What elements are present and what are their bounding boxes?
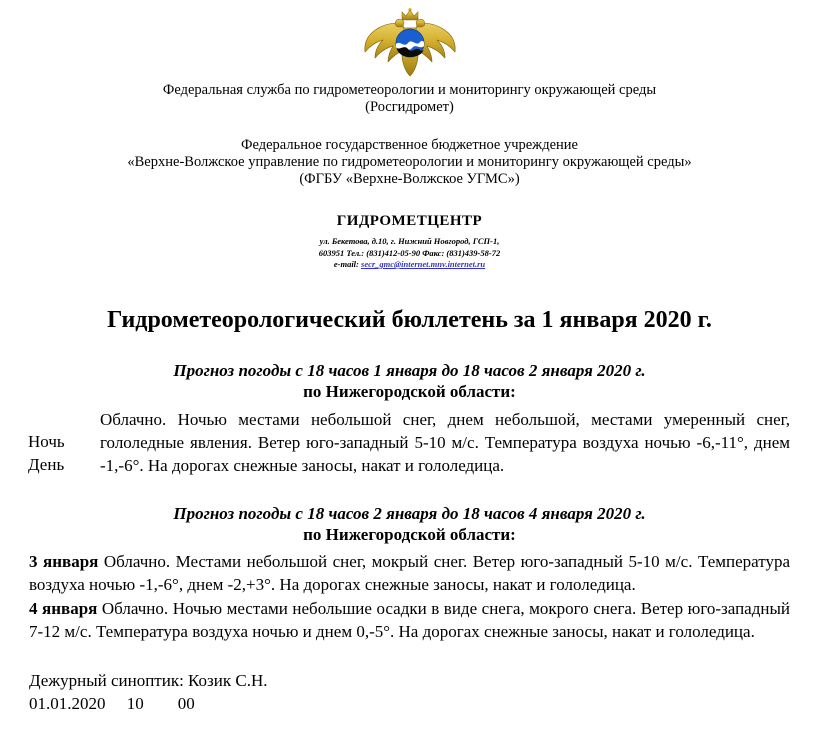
- forecast-day4-paragraph: [29, 597, 790, 643]
- organisation-line2: «Верхне-Волжское управление по гидрометеорологии и мониторингу окружающей среды»: [127, 154, 692, 170]
- day3-label: 3 января: [29, 551, 99, 571]
- forecast-1-heading-line2: по Нижегородской области:: [303, 381, 516, 401]
- forecast-1-heading-line1: Прогноз погоды с 18 часов 1 января до 18 часов 2 января 2020 г.: [173, 360, 646, 380]
- forecast-1-body: [0, 408, 819, 477]
- phone-fax-line: 603951 Тел.: (831)412-05-90 Факс: (831)439-58-72: [318, 247, 501, 258]
- address-line: ул. Бекетова, д.10, г. Нижний Новгород, ГСП-1,: [319, 236, 500, 246]
- organisation-name-block: [0, 137, 819, 188]
- organisation-line1: Федеральное государственное бюджетное учреждение: [241, 137, 578, 153]
- day4-label: 4 января: [29, 598, 98, 618]
- service-name-line1: Федеральная служба по гидрометеорологии и мониторингу окружающей среды: [162, 82, 657, 98]
- forecast-2-heading: [0, 503, 819, 545]
- label-day: День: [28, 454, 65, 474]
- roshydromet-emblem-icon: [362, 8, 458, 78]
- forecast-1-text: Облачно. Ночью местами небольшой снег, днем небольшой, местами умеренный снег, гололедные явления. Ветер юго-западный 5-10 м/с. Температура воздуха ночью -6,-11°, днем -1,-6°. На дорогах снежные заносы, накат и гололедица.: [100, 409, 790, 475]
- day3-text: Облачно. Местами небольшой снег, мокрый снег. Ветер юго-западный 5-10 м/с. Температура воздуха ночью -1,-6°, днем -2,+3°. На дорогах снежные заносы, накат и гололедица.: [29, 551, 791, 594]
- issue-timestamp: 01.01.2020 10 00: [29, 693, 195, 713]
- document-footer: [0, 669, 819, 715]
- duty-synoptic-line: Дежурный синоптик: Козик С.Н.: [29, 670, 268, 690]
- day-night-labels: [28, 430, 98, 476]
- day4-text: Облачно. Ночью местами небольшие осадки в виде снега, мокрого снега. Ветер юго-западный 7-12 м/с. Температура воздуха ночью и днем 0,-5°. На дорогах снежные заносы, накат и гололедица.: [29, 598, 790, 641]
- service-name-line2: (Росгидромет): [365, 99, 454, 115]
- forecast-2-body: [0, 550, 819, 643]
- label-night: Ночь: [28, 431, 65, 451]
- emblem-container: [0, 0, 819, 78]
- forecast-day3-paragraph: [29, 550, 790, 596]
- forecast-1-heading: [0, 360, 819, 402]
- email-line: [0, 259, 819, 271]
- contact-details-block: [0, 236, 819, 271]
- hydrometcenter-heading: ГИДРОМЕТЦЕНТР: [336, 213, 483, 229]
- service-name-block: [0, 82, 819, 116]
- forecast-2-heading-line1: Прогноз погоды с 18 часов 2 января до 18 часов 4 января 2020 г.: [173, 503, 646, 523]
- email-link[interactable]: secr_gmc@internet.mnv.internet.ru: [361, 259, 486, 269]
- email-label: e-mail:: [333, 259, 359, 269]
- forecast-2-heading-line2: по Нижегородской области:: [303, 524, 516, 544]
- organisation-line3: (ФГБУ «Верхне-Волжское УГМС»): [299, 171, 520, 187]
- page-title: Гидрометеорологический бюллетень за 1 января 2020 г.: [107, 306, 712, 333]
